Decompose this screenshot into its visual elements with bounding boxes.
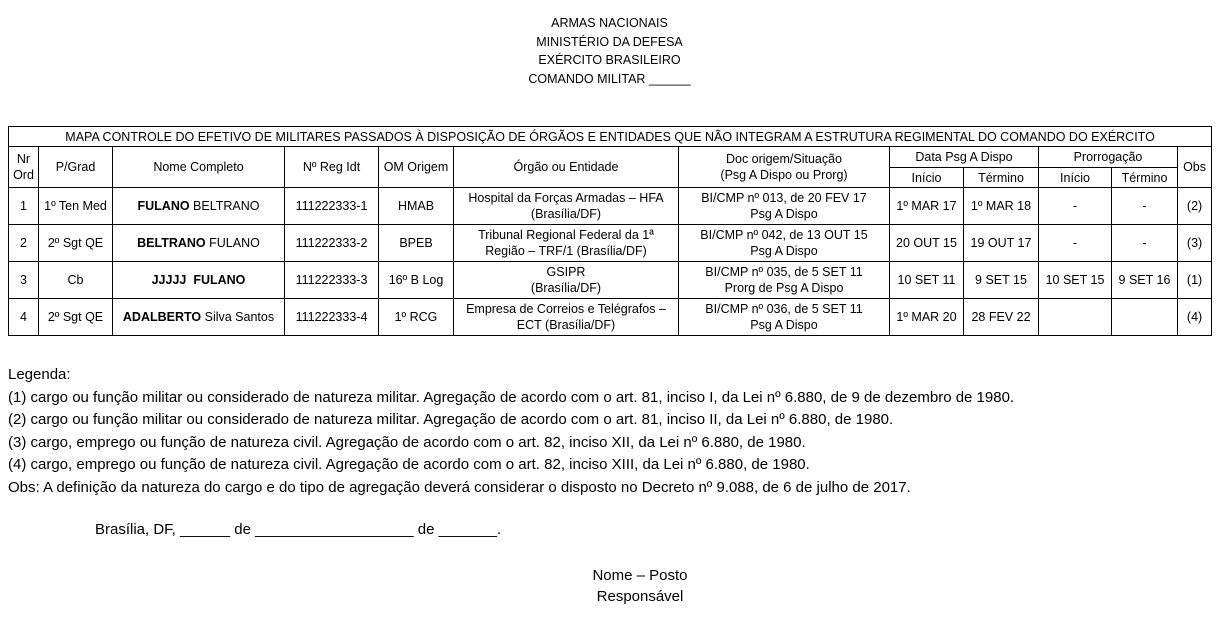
cell-obs: (4) xyxy=(1178,299,1212,336)
header-p-grad: P/Grad xyxy=(39,147,113,188)
header-ord: Ord xyxy=(13,168,34,182)
orgao-line1: Tribunal Regional Federal da 1ª xyxy=(478,228,654,242)
legend-item-4: (4) cargo, emprego ou função de natureza civil. Agregação de acordo com o art. 82, inciso XIII, da Lei nº 6.880, de 1980. xyxy=(8,456,810,473)
legend-obs: Obs: A definição da natureza do cargo e do tipo de agregação deverá considerar o disposto no Decreto nº 9.088, de 6 de julho de 2017. xyxy=(8,478,911,496)
cell-inicio: 1º MAR 20 xyxy=(890,299,964,336)
cell-prorrogacao-termino: - xyxy=(1112,188,1178,225)
cell-om: 16º B Log xyxy=(379,262,454,299)
legend-item-2: (2) cargo ou função militar ou considerado de natureza militar. Agregação de acordo com o art. 81, inciso II, da Lei nº 6.880, de 1980. xyxy=(8,411,894,428)
cell-obs: (3) xyxy=(1178,225,1212,262)
cell-doc xyxy=(679,225,890,262)
cell-p-grad: Cb xyxy=(39,262,113,299)
cell-prorrogacao-inicio: - xyxy=(1039,225,1112,262)
header-nome-completo: Nome Completo xyxy=(113,147,285,188)
header-line-armas: ARMAS NACIONAIS xyxy=(551,16,668,30)
header-line-exercito: EXÉRCITO BRASILEIRO xyxy=(538,53,681,67)
header-termino: Término xyxy=(964,168,1039,188)
orgao-line1: Hospital da Forças Armadas – HFA xyxy=(468,191,664,205)
header-orgao: Órgão ou Entidade xyxy=(454,147,679,188)
cell-termino: 1º MAR 18 xyxy=(964,188,1039,225)
cell-nome xyxy=(113,225,285,262)
cell-om: HMAB xyxy=(379,188,454,225)
cell-termino: 19 OUT 17 xyxy=(964,225,1039,262)
header-inicio: Início xyxy=(890,168,964,188)
cell-nome xyxy=(113,262,285,299)
orgao-line2: (Brasília/DF) xyxy=(530,207,602,221)
legend-item-3: (3) cargo, emprego ou função de natureza civil. Agregação de acordo com o art. 82, inciso XII, da Lei nº 6.880, de 1980. xyxy=(8,433,806,451)
table-row xyxy=(9,262,1212,299)
table-row xyxy=(9,225,1212,262)
nome-rest: BELTRANO xyxy=(189,199,260,213)
doc-line2: Prorg de Psg A Dispo xyxy=(724,281,844,295)
cell-obs: (2) xyxy=(1178,188,1212,225)
doc-line1: BI/CMP nº 035, de 5 SET 11 xyxy=(705,265,863,279)
cell-termino: 28 FEV 22 xyxy=(964,299,1039,336)
nome-bold: JJJJJ FULANO xyxy=(151,273,246,287)
cell-p-grad: 2º Sgt QE xyxy=(39,225,113,262)
signature-name: Nome – Posto xyxy=(592,567,688,584)
cell-doc xyxy=(679,188,890,225)
nome-rest: Silva Santos xyxy=(201,310,275,324)
cell-inicio: 1º MAR 17 xyxy=(890,188,964,225)
doc-line2: Psg A Dispo xyxy=(750,207,818,221)
cell-om: BPEB xyxy=(379,225,454,262)
cell-orgao xyxy=(454,225,679,262)
header-doc-line2: (Psg A Dispo ou Prorg) xyxy=(720,168,848,182)
cell-inicio: 20 OUT 15 xyxy=(890,225,964,262)
cell-nr: 2 xyxy=(9,225,39,262)
signature-block xyxy=(540,565,740,607)
cell-prorrogacao-inicio xyxy=(1039,299,1112,336)
cell-nome xyxy=(113,188,285,225)
nome-bold: BELTRANO xyxy=(137,236,206,250)
header-om-origem: OM Origem xyxy=(379,147,454,188)
cell-p-grad: 2º Sgt QE xyxy=(39,299,113,336)
cell-prorrogacao-termino: - xyxy=(1112,225,1178,262)
orgao-line1: Empresa de Correios e Telégrafos – xyxy=(466,302,666,316)
header-nr: Nr xyxy=(16,152,31,166)
cell-reg-idt: 111222333-2 xyxy=(285,225,379,262)
header-obs: Obs xyxy=(1178,147,1212,188)
legend-item-1: (1) cargo ou função militar ou considerado de natureza militar. Agregação de acordo com o art. 81, inciso I, da Lei nº 6.880, de 9 de dezembro de 1980. xyxy=(8,388,1015,406)
cell-doc xyxy=(679,299,890,336)
cell-reg-idt: 111222333-4 xyxy=(285,299,379,336)
cell-reg-idt: 111222333-3 xyxy=(285,262,379,299)
cell-obs: (1) xyxy=(1178,262,1212,299)
cell-orgao xyxy=(454,188,679,225)
nome-bold: FULANO xyxy=(137,199,190,213)
document-header xyxy=(0,14,1219,88)
cell-nr: 4 xyxy=(9,299,39,336)
orgao-line2: (Brasília/DF) xyxy=(530,281,602,295)
signature-role: Responsável xyxy=(596,588,684,605)
table-title: MAPA CONTROLE DO EFETIVO DE MILITARES PASSADOS À DISPOSIÇÃO DE ÓRGÃOS E ENTIDADES QUE NÃO INTEGRAM A ESTRUTURA REGIMENTAL DO COMANDO DO EXÉRCITO xyxy=(9,127,1212,147)
header-doc-line1: Doc origem/Situação xyxy=(725,152,843,166)
header-data-psg: Data Psg A Dispo xyxy=(890,147,1039,168)
table-row xyxy=(9,299,1212,336)
cell-inicio: 10 SET 11 xyxy=(890,262,964,299)
header-line-ministerio: MINISTÉRIO DA DEFESA xyxy=(536,34,683,49)
legend xyxy=(8,364,1208,499)
header-line-comando: COMANDO MILITAR ______ xyxy=(528,71,691,86)
cell-orgao xyxy=(454,262,679,299)
cell-termino: 9 SET 15 xyxy=(964,262,1039,299)
cell-nr: 1 xyxy=(9,188,39,225)
table-row xyxy=(9,188,1212,225)
header-doc-origem xyxy=(679,147,890,188)
legend-title: Legenda: xyxy=(8,366,71,383)
orgao-line1: GSIPR xyxy=(546,265,586,279)
header-prorrogacao-termino: Término xyxy=(1112,168,1178,188)
cell-nome xyxy=(113,299,285,336)
cell-reg-idt: 111222333-1 xyxy=(285,188,379,225)
header-nr-ord xyxy=(9,147,39,188)
doc-line1: BI/CMP nº 036, de 5 SET 11 xyxy=(705,302,863,316)
cell-orgao xyxy=(454,299,679,336)
header-prorrogacao-inicio: Início xyxy=(1039,168,1112,188)
cell-prorrogacao-inicio: 10 SET 15 xyxy=(1039,262,1112,299)
orgao-line2: ECT (Brasília/DF) xyxy=(516,318,616,332)
cell-prorrogacao-termino xyxy=(1112,299,1178,336)
cell-doc xyxy=(679,262,890,299)
control-map-table xyxy=(8,126,1212,336)
cell-prorrogacao-termino: 9 SET 16 xyxy=(1112,262,1178,299)
nome-bold: ADALBERTO xyxy=(122,310,202,324)
header-prorrogacao: Prorrogação xyxy=(1039,147,1178,168)
doc-line2: Psg A Dispo xyxy=(750,318,818,332)
header-reg-idt: Nº Reg Idt xyxy=(285,147,379,188)
cell-p-grad: 1º Ten Med xyxy=(39,188,113,225)
date-line: Brasília, DF, ______ de ___________________ de _______. xyxy=(95,521,502,538)
doc-line1: BI/CMP nº 013, de 20 FEV 17 xyxy=(701,191,867,205)
cell-prorrogacao-inicio: - xyxy=(1039,188,1112,225)
cell-om: 1º RCG xyxy=(379,299,454,336)
doc-line1: BI/CMP nº 042, de 13 OUT 15 xyxy=(700,228,868,242)
orgao-line2: Região – TRF/1 (Brasília/DF) xyxy=(485,244,647,258)
nome-rest: FULANO xyxy=(205,236,260,250)
doc-line2: Psg A Dispo xyxy=(750,244,818,258)
cell-nr: 3 xyxy=(9,262,39,299)
